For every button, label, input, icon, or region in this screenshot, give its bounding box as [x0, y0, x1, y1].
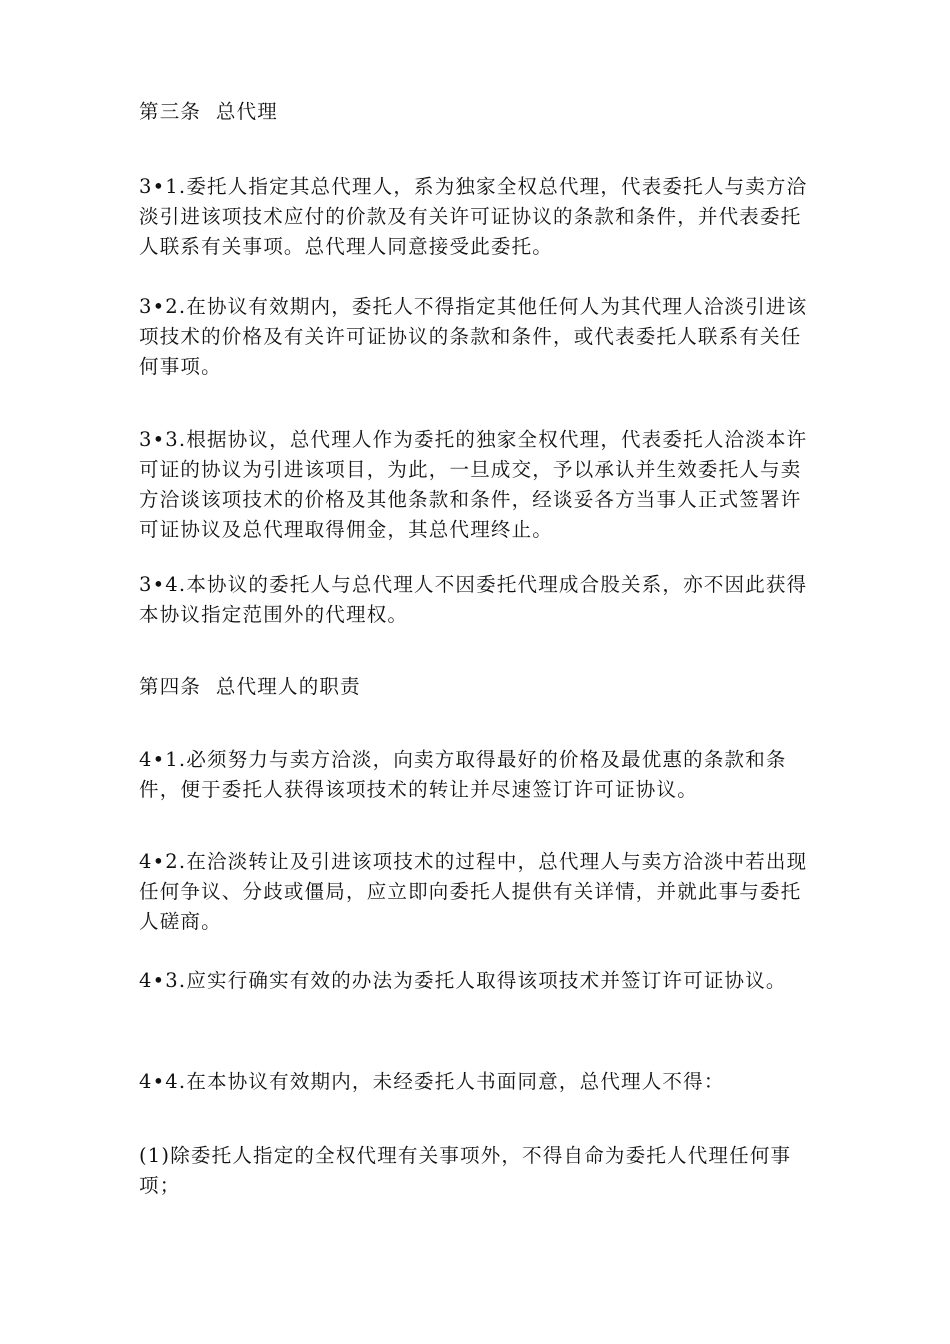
- article-3-heading: 第三条 总代理: [139, 100, 278, 123]
- clause-4-4-item-1: (1)除委托人指定的全权代理有关事项外，不得自命为委托人代理任何事项；: [139, 1144, 792, 1197]
- clause-3-4: 3•4.本协议的委托人与总代理人不因委托代理成合股关系，亦不因此获得本协议指定范围外的代理权。: [139, 573, 808, 626]
- clause-4-2: 4•2.在洽淡转让及引进该项技术的过程中，总代理人与卖方洽淡中若出现任何争议、分歧或僵局，应立即向委托人提供有关详情，并就此事与委托人磋商。: [139, 850, 808, 933]
- clause-3-2: 3•2.在协议有效期内，委托人不得指定其他任何人为其代理人洽淡引进该项技术的价格及有关许可证协议的条款和条件，或代表委托人联系有关任何事项。: [139, 295, 808, 378]
- clause-4-4: 4•4.在本协议有效期内，未经委托人书面同意，总代理人不得：: [139, 1070, 725, 1093]
- clause-3-1: 3•1.委托人指定其总代理人，系为独家全权总代理，代表委托人与卖方洽淡引进该项技术应付的价款及有关许可证协议的条款和条件，并代表委托人联系有关事项。总代理人同意接受此委托。: [139, 175, 808, 258]
- clause-3-3: 3•3.根据协议，总代理人作为委托的独家全权代理，代表委托人洽淡本许可证的协议为引进该项目，为此，一旦成交，予以承认并生效委托人与卖方洽谈该项技术的价格及其他条款和条件，经谈妥各方当事人正式签署许可证协议及总代理取得佣金，其总代理终止。: [139, 428, 808, 541]
- clause-4-3: 4•3.应实行确实有效的办法为委托人取得该项技术并签订许可证协议。: [139, 969, 787, 992]
- article-4-heading: 第四条 总代理人的职责: [139, 675, 361, 698]
- clause-4-1: 4•1.必须努力与卖方洽淡，向卖方取得最好的价格及最优惠的条款和条件，便于委托人获得该项技术的转让并尽速签订许可证协议。: [139, 748, 787, 801]
